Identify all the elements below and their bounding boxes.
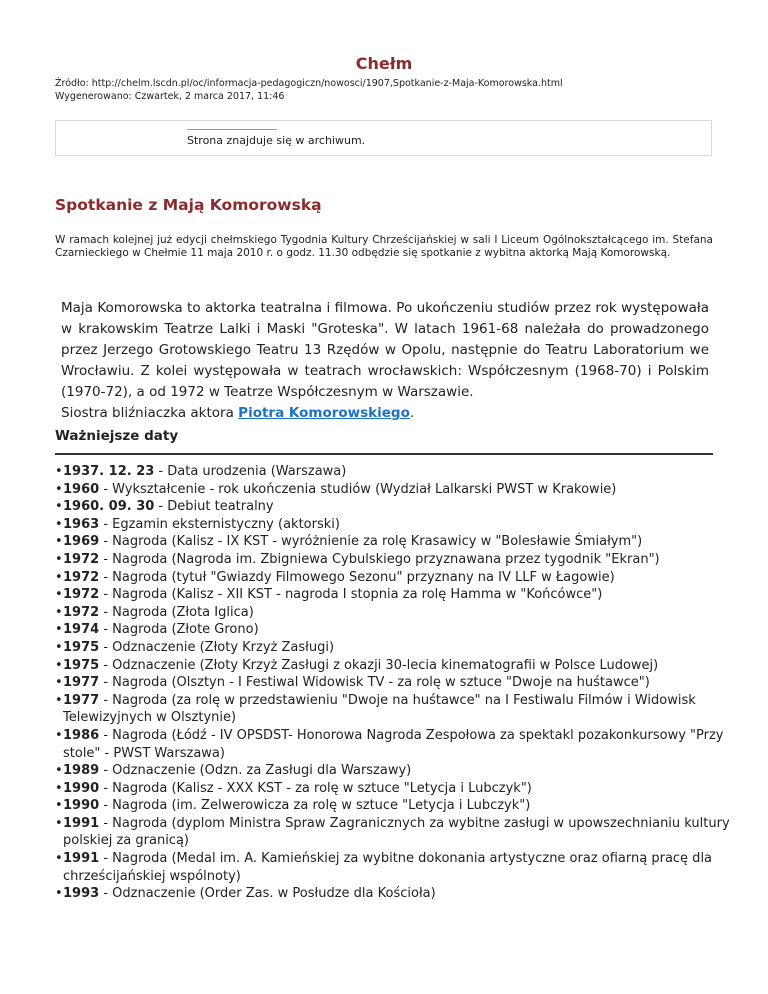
- dates-heading: Ważniejsze daty: [55, 428, 179, 444]
- date-description: - Nagroda (im. Zelwerowicza za rolę w sztuce "Letycja i Lubczyk"): [99, 798, 531, 814]
- site-title: Chełm: [355, 54, 413, 73]
- date-label: 1990: [63, 780, 100, 796]
- list-item: [63, 727, 733, 762]
- date-description: - Debiut teatralny: [154, 499, 274, 515]
- date-label: 1986: [63, 727, 100, 743]
- archive-divider: [187, 129, 277, 130]
- date-label: 1937. 12. 23: [63, 464, 155, 479]
- article-title: Spotkanie z Mają Komorowską: [55, 196, 322, 214]
- date-description: - Nagroda (Kalisz - XII KST - nagroda I stopnia za rolę Hamma w "Końcówce"): [99, 587, 603, 603]
- date-description: - Nagroda (Medal im. A. Kamieńskiej za wybitne dokonania artystyczne oraz ofiarną pracę dla chrześcijańskiej wspólnoty): [63, 851, 713, 884]
- date-label: 1972: [63, 569, 100, 585]
- date-label: 1991: [63, 815, 100, 831]
- date-label: 1972: [63, 604, 100, 620]
- list-item: [63, 797, 733, 815]
- date-description: - Nagroda (dyplom Ministra Spraw Zagranicznych za wybitne zasługi w upowszechnianiu kultury polskiej za granicą): [63, 815, 730, 849]
- date-description: - Wykształcenie - rok ukończenia studiów (Wydział Lalkarski PWST w Krakowie): [99, 481, 617, 497]
- article-bio: [61, 298, 709, 424]
- date-description: - Egzamin eksternistyczny (aktorski): [99, 516, 340, 532]
- sister-prefix: Siostra bliźniaczka aktora: [61, 405, 239, 421]
- archive-notice: Strona znajduje się w archiwum.: [187, 134, 366, 147]
- date-description: - Nagroda (Łódź - IV OPSDST- Honorowa Nagroda Zespołowa za spektakl pozakonkursowy "Przy stole" - PWST Warszawa): [63, 727, 724, 761]
- date-label: 1963: [63, 516, 100, 532]
- dates-divider: [55, 453, 713, 455]
- date-description: - Nagroda (tytuł "Gwiazdy Filmowego Sezonu" przyznany na IV LLF w Łagowie): [99, 569, 615, 585]
- date-description: - Nagroda (Kalisz - XXX KST - za rolę w sztuce "Letycja i Lubczyk"): [99, 780, 532, 796]
- date-label: 1960. 09. 30: [63, 499, 155, 515]
- date-label: 1990: [63, 798, 100, 814]
- date-description: - Data urodzenia (Warszawa): [154, 464, 347, 479]
- date-description: - Nagroda (Złota Iglica): [99, 604, 254, 620]
- list-item: [63, 850, 733, 885]
- date-description: - Odznaczenie (Złoty Krzyż Zasługi z okazji 30-lecia kinematografii w Polsce Ludowej): [99, 657, 659, 673]
- article-lead: W ramach kolejnej już edycji chełmskiego Tygodnia Kultury Chrześcijańskiej w sali I Liceum Ogólnokształcącego im. Stefana Czarnieckiego w Chełmie 11 maja 2010 r. o godz. 11.30 odbędzie się spotkanie z wybitna aktorką Mają Komorowską.: [55, 234, 713, 259]
- date-description: - Odznaczenie (Złoty Krzyż Zasługi): [99, 639, 335, 655]
- date-label: 1993: [63, 886, 100, 902]
- date-label: 1972: [63, 587, 100, 603]
- piotr-komorowski-link[interactable]: Piotra Komorowskiego: [238, 405, 410, 421]
- list-item: [63, 885, 733, 903]
- list-item: [63, 692, 733, 727]
- date-label: 1975: [63, 657, 100, 673]
- date-description: - Odznaczenie (Odzn. za Zasługi dla Warszawy): [99, 763, 412, 779]
- date-label: 1977: [63, 692, 100, 708]
- list-item: [63, 463, 733, 481]
- date-description: - Nagroda (Nagroda im. Zbigniewa Cybulskiego przyznawana przez tygodnik "Ekran"): [99, 551, 660, 567]
- date-description: - Odznaczenie (Order Zas. w Posłudze dla Kościoła): [99, 886, 436, 902]
- date-description: - Nagroda (Złote Grono): [99, 622, 259, 638]
- date-label: 1969: [63, 534, 100, 550]
- list-item: [63, 657, 733, 675]
- list-item: [63, 674, 733, 692]
- generated-date: Wygenerowano: Czwartek, 2 marca 2017, 11:46: [55, 91, 285, 102]
- date-label: 1972: [63, 551, 100, 567]
- date-label: 1974: [63, 622, 100, 638]
- date-label: 1960: [63, 481, 100, 497]
- date-description: - Nagroda (Kalisz - IX KST - wyróżnienie za rolę Krasawicy w "Bolesławie Śmiałym"): [99, 534, 643, 550]
- date-description: - Nagroda (za rolę w przedstawieniu "Dwoje na huśtawce" na I Festiwalu Filmów i Widowisk Telewizyjnych w Olsztynie): [63, 692, 696, 726]
- date-description: - Nagroda (Olsztyn - I Festiwal Widowisk TV - za rolę w sztuce "Dwoje na huśtawce"): [99, 675, 650, 691]
- list-item: [63, 762, 733, 780]
- date-label: 1975: [63, 639, 100, 655]
- sister-suffix: .: [409, 405, 415, 421]
- page-meta: [55, 77, 768, 103]
- list-item: [63, 569, 733, 587]
- list-item: [63, 551, 733, 569]
- list-item: [63, 533, 733, 551]
- list-item: [63, 604, 733, 622]
- list-item: [63, 815, 733, 850]
- date-label: 1991: [63, 851, 100, 867]
- date-label: 1989: [63, 763, 100, 779]
- bio-text: Maja Komorowska to aktorka teatralna i filmowa. Po ukończeniu studiów przez rok występowała w krakowskim Teatrze Lalki i Maski "Groteska". W latach 1961-68 należała do prowadzonego przez Jerzego Grotowskiego Teatru 13 Rzędów w Opolu, następnie do Teatru Laboratorium we Wrocławiu. Z kolei występowała w teatrach wrocławskich: Współczesnym (1968-70) i Polskim (1970-72), a od 1972 w Teatrze Współczesnym w Warszawie.: [61, 300, 709, 400]
- source-url: Źródło: http://chelm.lscdn.pl/oc/informacja-pedagogiczn/nowosci/1907,Spotkanie-z-Maja-Komorowska.html: [55, 78, 563, 89]
- list-item: [63, 481, 733, 499]
- list-item: [63, 780, 733, 798]
- list-item: [63, 639, 733, 657]
- date-label: 1977: [63, 675, 100, 691]
- list-item: [63, 621, 733, 639]
- archive-notice-box: [55, 120, 712, 156]
- list-item: [63, 586, 733, 604]
- list-item: [63, 498, 733, 516]
- list-item: [63, 516, 733, 534]
- dates-list: [55, 463, 733, 903]
